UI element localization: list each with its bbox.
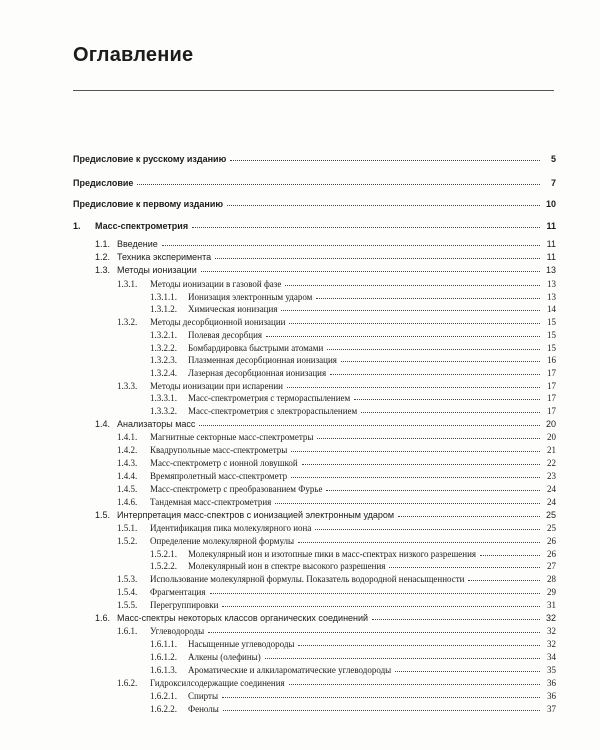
toc-entry[interactable] — [150, 330, 556, 340]
dot-leader — [227, 205, 540, 206]
toc-entry-number: 1.4.5. — [117, 484, 138, 494]
toc-entry-label: Методы ионизации при испарении — [150, 381, 283, 391]
toc-entry[interactable] — [117, 458, 556, 468]
toc-entry[interactable] — [117, 678, 556, 688]
dot-leader — [395, 671, 540, 672]
toc-entry-label: Магнитные секторные масс-спектрометры — [150, 432, 314, 442]
toc-entry-page: 20 — [545, 419, 556, 429]
toc-entry-label: Насыщенные углеводороды — [188, 639, 295, 649]
toc-entry[interactable] — [150, 561, 556, 571]
toc-entry-number: 1.6.2.1. — [150, 691, 177, 701]
toc-entry-label: Масс-спектрометр с ионной ловушкой — [150, 458, 298, 468]
toc-entry-page: 23 — [547, 471, 556, 481]
toc-entry-number: 1.3.2.3. — [150, 355, 177, 365]
dot-leader — [162, 245, 540, 246]
toc-entry-label: Лазерная десорбционная ионизация — [188, 368, 327, 378]
toc-entry-number: 1.3.2.4. — [150, 368, 177, 378]
toc-entry-label: Ионизация электронным ударом — [188, 292, 313, 302]
toc-entry-page: 5 — [550, 154, 556, 164]
toc-entry[interactable] — [150, 691, 556, 701]
toc-entry-number: 1.3.3.1. — [150, 393, 177, 403]
dot-leader — [281, 310, 540, 311]
toc-entry[interactable] — [150, 393, 556, 403]
dot-leader — [275, 503, 540, 504]
toc-entry-page: 24 — [547, 497, 556, 507]
toc-entry-page: 27 — [547, 561, 556, 571]
dot-leader — [199, 425, 540, 426]
toc-entry-number: 1.4.3. — [117, 458, 138, 468]
dot-leader — [330, 374, 540, 375]
toc-entry-number: 1.3.2. — [117, 317, 138, 327]
toc-entry-number: 1.5.5. — [117, 600, 138, 610]
toc-entry[interactable] — [150, 355, 556, 365]
toc-entry-label: Введение — [117, 239, 158, 249]
toc-entry-page: 13 — [547, 279, 556, 289]
toc-entry-page: 34 — [547, 652, 556, 662]
toc-entry-label: Использование молекулярной формулы. Показатель водородной ненасыщенности — [150, 574, 465, 584]
toc-entry-label: Масс-спектры некоторых классов органических соединений — [117, 613, 369, 623]
toc-entry-number: 1.6. — [95, 613, 111, 623]
toc-entry-page: 25 — [545, 510, 556, 520]
dot-leader — [289, 323, 540, 324]
toc-entry[interactable] — [117, 484, 556, 494]
toc-entry-number: 1.5.4. — [117, 587, 138, 597]
toc-entry-label: Предисловие к первому изданию — [73, 199, 224, 209]
toc-entry-page: 36 — [547, 678, 556, 688]
dot-leader — [326, 490, 540, 491]
toc-entry-label: Плазменная десорбционная ионизация — [188, 355, 337, 365]
toc-entry-page: 16 — [547, 355, 556, 365]
toc-entry-label: Фрагментация — [150, 587, 206, 597]
toc-entry[interactable] — [150, 343, 556, 353]
toc-entry[interactable] — [117, 523, 556, 533]
dot-leader — [230, 160, 540, 161]
toc-entry-page: 26 — [547, 549, 556, 559]
dot-leader — [222, 697, 540, 698]
toc-entry-page: 11 — [546, 239, 556, 249]
dot-leader — [222, 606, 540, 607]
toc-entry-page: 20 — [547, 432, 556, 442]
toc-entry[interactable] — [117, 497, 556, 507]
dot-leader — [327, 349, 540, 350]
toc-entry-number: 1.3.1. — [117, 279, 138, 289]
toc-entry-page: 29 — [547, 587, 556, 597]
toc-entry-label: Масс-спектрометрия — [95, 221, 189, 231]
toc-entry-number: 1.3.2.1. — [150, 330, 177, 340]
toc-entry[interactable] — [150, 304, 556, 314]
title-divider — [73, 90, 554, 91]
toc-entry[interactable] — [95, 613, 556, 623]
dot-leader — [317, 438, 540, 439]
toc-entry[interactable] — [73, 178, 556, 188]
toc-entry-page: 35 — [547, 665, 556, 675]
dot-leader — [398, 516, 540, 517]
toc-entry[interactable] — [150, 292, 556, 302]
toc-entry-number: 1.3.1.1. — [150, 292, 177, 302]
toc-entry-page: 13 — [545, 265, 556, 275]
toc-entry-label: Полевая десорбция — [188, 330, 263, 340]
dot-leader — [265, 658, 540, 659]
toc-entry-number: 1.2. — [95, 252, 111, 262]
dot-leader — [285, 285, 540, 286]
toc-entry[interactable] — [150, 704, 556, 714]
toc-entry-page: 32 — [547, 639, 556, 649]
toc-entry-number: 1.3.3. — [117, 381, 138, 391]
page-title: Оглавление — [73, 44, 194, 66]
toc-entry-page: 17 — [547, 406, 556, 416]
toc-entry-number: 1.6.2.2. — [150, 704, 177, 714]
toc-entry[interactable] — [117, 381, 556, 391]
toc-entry[interactable] — [117, 587, 556, 597]
toc-entry[interactable] — [117, 432, 556, 442]
toc-entry[interactable] — [73, 221, 556, 231]
toc-entry[interactable] — [117, 574, 556, 584]
toc-entry-number: 1.5.1. — [117, 523, 138, 533]
toc-entry-page: 25 — [547, 523, 556, 533]
toc-entry-page: 26 — [547, 536, 556, 546]
dot-leader — [201, 271, 540, 272]
toc-entry[interactable] — [150, 549, 556, 559]
toc-entry[interactable] — [117, 445, 556, 455]
toc-entry[interactable] — [117, 279, 556, 289]
toc-entry[interactable] — [117, 626, 556, 636]
toc-entry-label: Методы ионизации — [117, 265, 197, 275]
toc-entry-number: 1.5.2.1. — [150, 549, 177, 559]
toc-entry-page: 17 — [547, 393, 556, 403]
toc-entry-label: Квадрупольные масс-спектрометры — [150, 445, 288, 455]
toc-entry[interactable] — [117, 536, 556, 546]
toc-entry-label: Времяпролетный масс-спектрометр — [150, 471, 288, 481]
toc-entry-page: 37 — [547, 704, 556, 714]
toc-entry-label: Масс-спектрометрия с электрораспылением — [188, 406, 358, 416]
toc-entry-number: 1.4.1. — [117, 432, 138, 442]
toc-entry-number: 1.3. — [95, 265, 111, 275]
toc-entry-page: 14 — [547, 304, 556, 314]
toc-entry-number: 1.5. — [95, 510, 111, 520]
toc-entry-number: 1.3.1.2. — [150, 304, 177, 314]
toc-entry-label: Алкены (олефины) — [188, 652, 261, 662]
dot-leader — [291, 477, 540, 478]
toc-entry-page: 21 — [547, 445, 556, 455]
toc-entry[interactable] — [73, 154, 556, 164]
toc-entry-number: 1. — [73, 221, 81, 231]
toc-entry-page: 28 — [547, 574, 556, 584]
toc-entry-number: 1.4.6. — [117, 497, 138, 507]
toc-entry[interactable] — [73, 199, 556, 209]
toc-entry-page: 10 — [545, 199, 556, 209]
toc-entry-number: 1.5.3. — [117, 574, 138, 584]
toc-entry[interactable] — [150, 665, 556, 675]
toc-entry-page: 11 — [546, 252, 556, 262]
toc-entry[interactable] — [117, 471, 556, 481]
toc-entry-number: 1.1. — [95, 239, 111, 249]
toc-entry-label: Методы ионизации в газовой фазе — [150, 279, 282, 289]
dot-leader — [389, 567, 540, 568]
toc-entry[interactable] — [95, 419, 556, 429]
toc-entry-number: 1.5.2. — [117, 536, 138, 546]
toc-entry-label: Тандемная масс-спектрометрия — [150, 497, 272, 507]
dot-leader — [266, 336, 540, 337]
toc-entry-page: 22 — [547, 458, 556, 468]
toc-entry-page: 7 — [550, 178, 556, 188]
toc-entry-label: Предисловие к русскому изданию — [73, 154, 227, 164]
toc-entry-label: Химическая ионизация — [188, 304, 278, 314]
toc-entry-label: Предисловие — [73, 178, 134, 188]
dot-leader — [289, 684, 540, 685]
toc-entry-page: 15 — [547, 343, 556, 353]
toc-entry-page: 32 — [545, 613, 556, 623]
dot-leader — [291, 451, 540, 452]
toc-entry[interactable] — [95, 252, 556, 262]
toc-entry-number: 1.6.1.2. — [150, 652, 177, 662]
dot-leader — [480, 555, 540, 556]
toc-entry[interactable] — [117, 317, 556, 327]
toc-entry[interactable] — [95, 239, 556, 249]
toc-entry-number: 1.6.1.3. — [150, 665, 177, 675]
toc-entry-label: Гидроксилсодержащие соединения — [150, 678, 285, 688]
dot-leader — [298, 542, 540, 543]
toc-entry-page: 36 — [547, 691, 556, 701]
dot-leader — [468, 580, 540, 581]
toc-entry-label: Молекулярный ион в спектре высокого разрешения — [188, 561, 386, 571]
toc-entry-label: Интерпретация масс-спектров с ионизацией электронным ударом — [117, 510, 395, 520]
toc-entry-label: Молекулярный ион и изотопные пики в масс-спектрах низкого разрешения — [188, 549, 477, 559]
dot-leader — [341, 361, 540, 362]
toc-entry-number: 1.6.2. — [117, 678, 138, 688]
toc-entry-label: Определение молекулярной формулы — [150, 536, 295, 546]
toc-entry-page: 11 — [546, 221, 556, 231]
toc-entry-number: 1.3.2.2. — [150, 343, 177, 353]
toc-entry-number: 1.5.2.2. — [150, 561, 177, 571]
toc-entry-page: 31 — [547, 600, 556, 610]
dot-leader — [316, 298, 540, 299]
toc-entry-page: 13 — [547, 292, 556, 302]
toc-entry-label: Бомбардировка быстрыми атомами — [188, 343, 324, 353]
toc-entry-number: 1.3.3.2. — [150, 406, 177, 416]
dot-leader — [315, 529, 540, 530]
toc-entry-label: Фенолы — [188, 704, 219, 714]
dot-leader — [302, 464, 540, 465]
toc-entry-label: Ароматические и алкилароматические углеводороды — [188, 665, 392, 675]
dot-leader — [223, 710, 540, 711]
toc-entry-label: Методы десорбционной ионизации — [150, 317, 286, 327]
toc-entry[interactable] — [117, 600, 556, 610]
toc-entry-page: 17 — [547, 381, 556, 391]
toc-entry-label: Спирты — [188, 691, 218, 701]
toc-entry-page: 15 — [547, 330, 556, 340]
dot-leader — [137, 184, 540, 185]
toc-entry-page: 15 — [547, 317, 556, 327]
dot-leader — [215, 258, 540, 259]
toc-entry[interactable] — [95, 265, 556, 275]
toc-entry-label: Техника эксперимента — [117, 252, 212, 262]
toc-entry-number: 1.6.1. — [117, 626, 138, 636]
toc-entry-number: 1.4. — [95, 419, 111, 429]
toc-entry-page: 17 — [547, 368, 556, 378]
toc-entry-label: Анализаторы масс — [117, 419, 196, 429]
toc-entry[interactable] — [150, 652, 556, 662]
dot-leader — [361, 412, 540, 413]
toc-entry-label: Масс-спектрометр с преобразованием Фурье — [150, 484, 323, 494]
toc-entry[interactable] — [95, 510, 556, 520]
toc-entry-number: 1.6.1.1. — [150, 639, 177, 649]
toc-entry-number: 1.4.4. — [117, 471, 138, 481]
toc-entry[interactable] — [150, 406, 556, 416]
toc-entry-label: Перегруппировки — [150, 600, 219, 610]
toc-entry[interactable] — [150, 368, 556, 378]
dot-leader — [192, 227, 540, 228]
toc-entry-label: Масс-спектрометрия с термораспылением — [188, 393, 351, 403]
dot-leader — [208, 632, 540, 633]
toc-entry-page: 32 — [547, 626, 556, 636]
toc-entry[interactable] — [150, 639, 556, 649]
toc-entry-label: Идентификация пика молекулярного иона — [150, 523, 312, 533]
toc-entry-label: Углеводороды — [150, 626, 205, 636]
dot-leader — [287, 387, 540, 388]
toc-entry-page: 24 — [547, 484, 556, 494]
dot-leader — [298, 645, 540, 646]
dot-leader — [210, 593, 541, 594]
toc-entry-number: 1.4.2. — [117, 445, 138, 455]
dot-leader — [354, 399, 540, 400]
dot-leader — [372, 619, 540, 620]
